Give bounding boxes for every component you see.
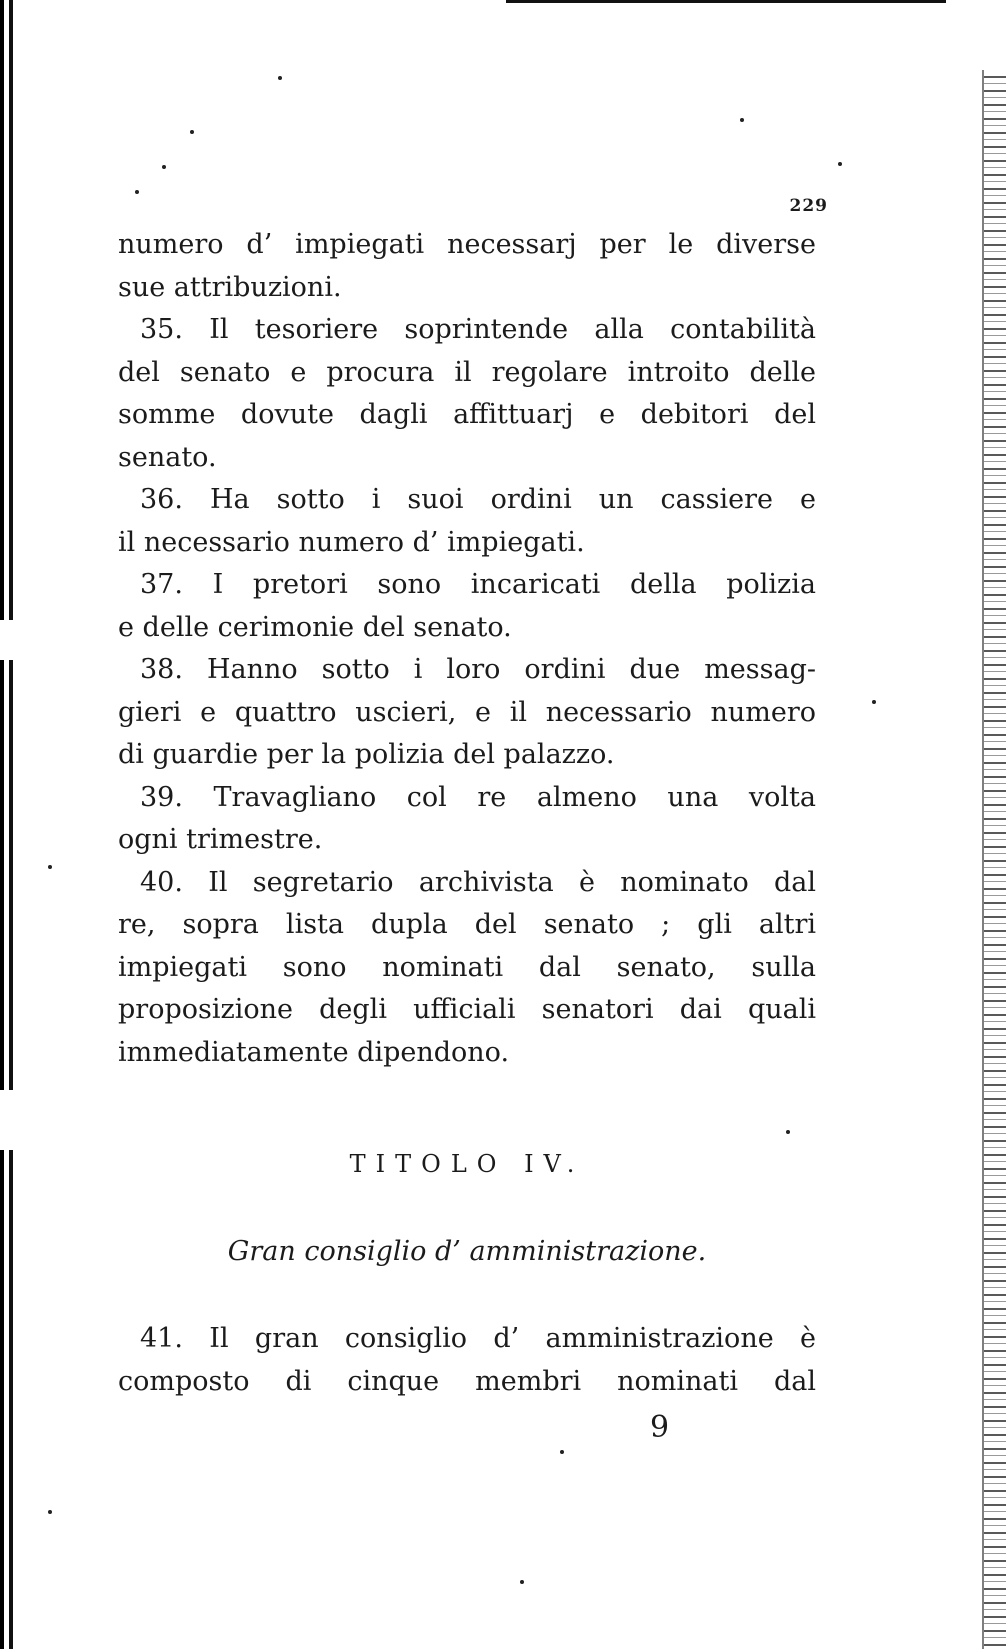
text-line: 37. I pretori sono incaricati della polizia [140, 569, 816, 600]
text-line: il necessario numero d’ impiegati. [118, 526, 585, 558]
scan-speck [190, 130, 194, 134]
scan-speck [520, 1580, 524, 1584]
scan-speck [135, 190, 139, 194]
scan-speck [48, 1510, 52, 1514]
text-line: e delle cerimonie del senato. [118, 611, 512, 643]
text-line: 40. Il segretario archivista è nominato dal [140, 866, 816, 898]
text-line: numero d’ impiegati necessarj per le diverse [118, 229, 816, 260]
text-line: re, sopra lista dupla del senato ; gli altri [118, 909, 816, 940]
text-line: senato. [118, 441, 217, 473]
main-text [118, 224, 816, 1074]
text-line: somme dovute dagli affittuarj e debitori del [118, 399, 816, 430]
text-line: impiegati sono nominati dal senato, sulla [118, 951, 816, 983]
text-line: ogni trimestre. [118, 824, 323, 855]
text-line: di guardie per la polizia del palazzo. [118, 739, 615, 770]
text-line: 35. Il tesoriere soprintende alla contabilità [140, 314, 816, 345]
text-line: 36. Ha sotto i suoi ordini un cassiere e [140, 484, 816, 515]
text-line: proposizione degli ufficiali senatori dai quali [118, 994, 816, 1025]
scan-speck [786, 1130, 790, 1134]
binding-edge [0, 0, 22, 1649]
text-line: gieri e quattro uscieri, e il necessario numero [118, 696, 816, 728]
page-number: 229 [789, 196, 828, 216]
scan-speck [162, 165, 166, 169]
section-title: TITOLO IV. [349, 1150, 585, 1178]
text-line: 39. Travagliano col re almeno una volta [140, 781, 816, 813]
text-line: immediatamente dipendono. [118, 1036, 510, 1068]
scan-speck [872, 700, 876, 704]
scan-speck [740, 118, 744, 122]
signature-mark: 9 [650, 1410, 670, 1445]
scan-speck [838, 162, 842, 166]
page-gutter [982, 70, 1006, 1649]
text-line: del senato e procura il regolare introito delle [118, 356, 816, 388]
text-line: 38. Hanno sotto i loro ordini due messag- [140, 654, 816, 685]
text-line: 41. Il gran consiglio d’ amministrazione è [140, 1323, 816, 1354]
section-subtitle: Gran consiglio d’ amministrazione. [227, 1236, 707, 1267]
scan-speck [560, 1450, 564, 1454]
main-text-continued [118, 1318, 816, 1403]
text-line: sue attribuzioni. [118, 271, 342, 303]
text-line: composto di cinque membri nominati dal [118, 1365, 816, 1397]
top-rule [506, 0, 946, 3]
scan-speck [48, 865, 52, 869]
scan-speck [278, 76, 282, 80]
